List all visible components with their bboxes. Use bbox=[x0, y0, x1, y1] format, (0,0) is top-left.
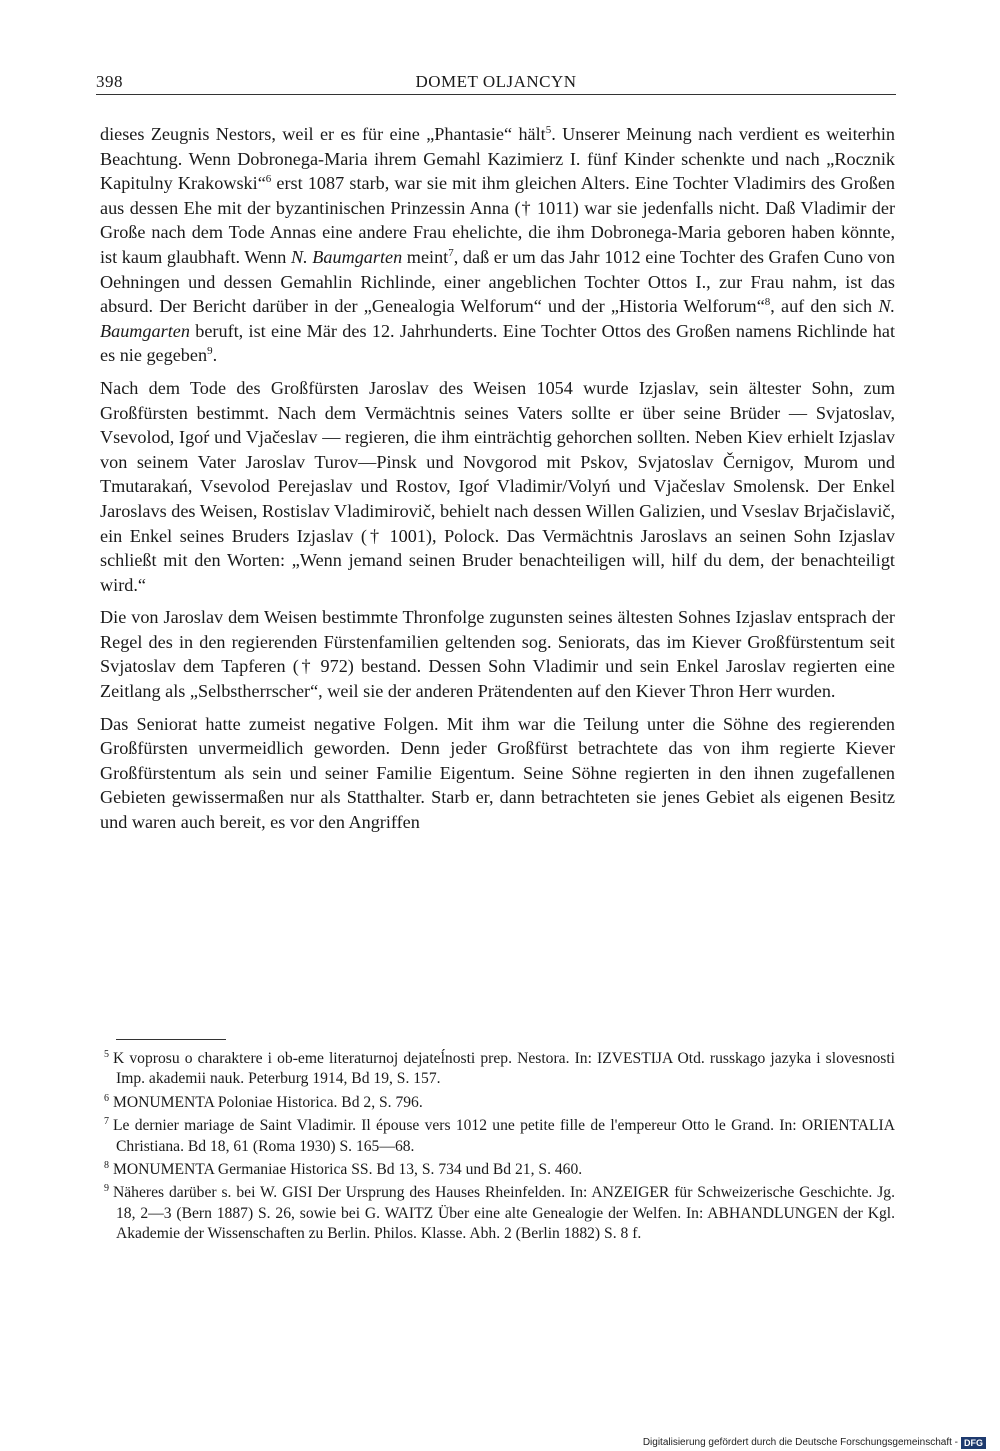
footnote-number: 9 bbox=[104, 1183, 109, 1195]
footnote-number: 5 bbox=[104, 1048, 109, 1060]
footnote-ref-7: 7 bbox=[448, 246, 454, 259]
header-rule bbox=[96, 94, 896, 95]
footnote-text: MONUMENTA Poloniae Historica. Bd 2, S. 796. bbox=[113, 1093, 423, 1111]
footnote-number: 6 bbox=[104, 1092, 109, 1104]
paragraph-1 bbox=[100, 122, 895, 368]
author-name-italic: N. Baumgarten bbox=[100, 296, 895, 341]
paragraph-3: Die von Jaroslav dem Weisen bestimmte Thronfolge zugunsten seines ältesten Sohnes Izjaslav entsprach der Regel des in den regierenden Fürstenfamilien geltenden sog. Seniorats, das im Kiever Großfürstentum seit Svjatoslav dem Tapferen († 972) bestand. Dessen Sohn Vladimir und sein Enkel Jaroslav regierten eine Zeitlang als „Selbstherrscher“, weil sie der anderen Prätendenten auf den Kiever Thron Herr wurden. bbox=[100, 607, 895, 702]
footnote-number: 8 bbox=[104, 1159, 109, 1171]
paragraph-1-text-f: , auf den sich bbox=[770, 296, 879, 317]
footnote-text: Le dernier mariage de Saint Vladimir. Il épouse vers 1012 une petite fille de l'empereur Otto le Grand. In: ORIENTALIA Christiana. Bd 18, 61 (Roma 1930) S. 165—68. bbox=[113, 1117, 895, 1155]
footnote bbox=[100, 1116, 895, 1157]
dfg-logo: DFG bbox=[961, 1437, 986, 1449]
footnote-ref-9: 9 bbox=[207, 345, 213, 358]
digitization-credit bbox=[643, 1437, 986, 1450]
paragraph-1-text-c: erst 1087 starb, war sie mit ihm gleichen Alters. Eine Tochter Vladimirs des Großen aus dessen Ehe mit der byzantinischen Prinzessin Anna († 1011) war sie jedenfalls nicht. Daß Vladimir der Große nach dem Tode Annas eine andere Frau ehelichte, die ihm Dobronega-Maria geboren haben könnte, ist kaum glaubhaft. Wenn bbox=[100, 173, 895, 267]
running-title: DOMET OLJANCYN bbox=[415, 72, 577, 91]
footnote bbox=[100, 1160, 895, 1180]
footnote-text: Näheres darüber s. bei W. GISI Der Ursprung des Hauses Rheinfelden. In: ANZEIGER für Schweizerische Geschichte. Jg. 18, 2—3 (Bern 1887) S. 26, sowie bei G. WAITZ Über eine alte Genealogie der Welfen. In: ABHANDLUNGEN der Kgl. Akademie der Wissenschaften zu Berlin. Philos. Klasse. Abh. 2 (Berlin 1882) S. 8 f. bbox=[113, 1184, 895, 1243]
footnotes bbox=[100, 1049, 895, 1248]
paragraph-1-text-d: meint bbox=[402, 246, 449, 267]
body-text bbox=[100, 122, 895, 843]
footnote-number: 7 bbox=[104, 1116, 109, 1128]
page-number: 398 bbox=[96, 72, 123, 91]
footnote-text: K voprosu o charaktere i ob-eme literaturnoj dejateĺnosti prep. Nestora. In: IZVESTIJA Otd. russkago jazyka i slovesnosti Imp. akademii nauk. Peterburg 1914, Bd 19, S. 157. bbox=[113, 1050, 895, 1088]
paragraph-2: Nach dem Tode des Großfürsten Jaroslav des Weisen 1054 wurde Izjaslav, sein ältester Sohn, zum Großfürsten bestimmt. Nach dem Vermächtnis seines Vaters sollte er über seine Brüder — Svjatoslav, Vsevolod, Igoŕ und Vjačeslav — regieren, die ihm einträchtig gehorchen sollten. Neben Kiev erhielt Izjaslav von seinem Vater Jaroslav Turov—Pinsk und Novgorod mit Pskov, Svjatoslav Černigov, Murom und Tmutarakań, Vsevolod Perejaslav und Rostov, Igoŕ Vladimir/Volyń und Vjačeslav Smolensk. Der Enkel Jaroslavs des Weisen, Rostislav Vladimirovič, behielt nach dessen Willen Galizien, und Vseslav Brjačislavič, ein Enkel seines Bruders Izjaslav († 1001), Polock. Das Vermächtnis Jaroslavs an seinen Sohn Izjaslav schließt mit den Worten: „Wenn jemand seinen Bruder benachteiligen will, hilf du dem, der benachteiligt wird.“ bbox=[100, 377, 895, 595]
page-header bbox=[96, 68, 896, 96]
paragraph-1-text-h: . bbox=[212, 345, 218, 366]
paragraph-1-text-a: dieses Zeugnis Nestors, weil er es für eine „Phantasie“ hält bbox=[100, 124, 546, 144]
footnote bbox=[100, 1049, 895, 1090]
paragraph-1-text-e: , daß er um das Jahr 1012 eine Tochter des Grafen Cuno von Oehningen und dessen Gemahlin Richlinde, einer angeblichen Tochter Ottos I., zur Frau nahm, ist das absurd. Der Bericht darüber in der „Genealogia Welforum“ und der „Historia Welforum“ bbox=[100, 246, 895, 317]
paragraph-4: Das Seniorat hatte zumeist negative Folgen. Mit ihm war die Teilung unter die Söhne des regierenden Großfürsten unvermeidlich geworden. Denn jeder Großfürst betrachtete das von ihm regierte Kiever Großfürstentum als sein und seiner Familie Eigentum. Seine Söhne regierten in den ihnen zugefallenen Gebieten gewissermaßen nur als Statthalter. Starb er, dann betrachteten sie jenes Gebiet als eigenen Besitz und waren auch bereit, es vor den Angriffen bbox=[100, 713, 895, 833]
footnote-text: MONUMENTA Germaniae Historica SS. Bd 13, S. 734 und Bd 21, S. 460. bbox=[113, 1161, 583, 1179]
paragraph-1-text-b: . Unserer Meinung nach verdient es weiterhin Beachtung. Wenn Dobronega-Maria ihrem Gemahl Kazimierz I. fünf Kinder schenkte und nach „Rocznik Kapitulny Krakowski“ bbox=[100, 124, 895, 194]
author-name-italic: N. Baumgarten bbox=[290, 246, 403, 267]
footnote-ref-8: 8 bbox=[764, 296, 771, 309]
footnote-ref-5: 5 bbox=[545, 123, 552, 136]
footnote-ref-6: 6 bbox=[265, 173, 272, 186]
footnote-rule bbox=[116, 1039, 226, 1040]
paragraph-1-text-g: beruft, ist eine Mär des 12. Jahrhunderts. Eine Tochter Ottos des Großen namens Richlinde hat es nie gegeben bbox=[100, 320, 895, 366]
digitization-credit-text: Digitalisierung gefördert durch die Deutsche Forschungsgemeinschaft - bbox=[642, 1437, 958, 1448]
footnote bbox=[100, 1093, 895, 1113]
footnote bbox=[100, 1183, 895, 1244]
